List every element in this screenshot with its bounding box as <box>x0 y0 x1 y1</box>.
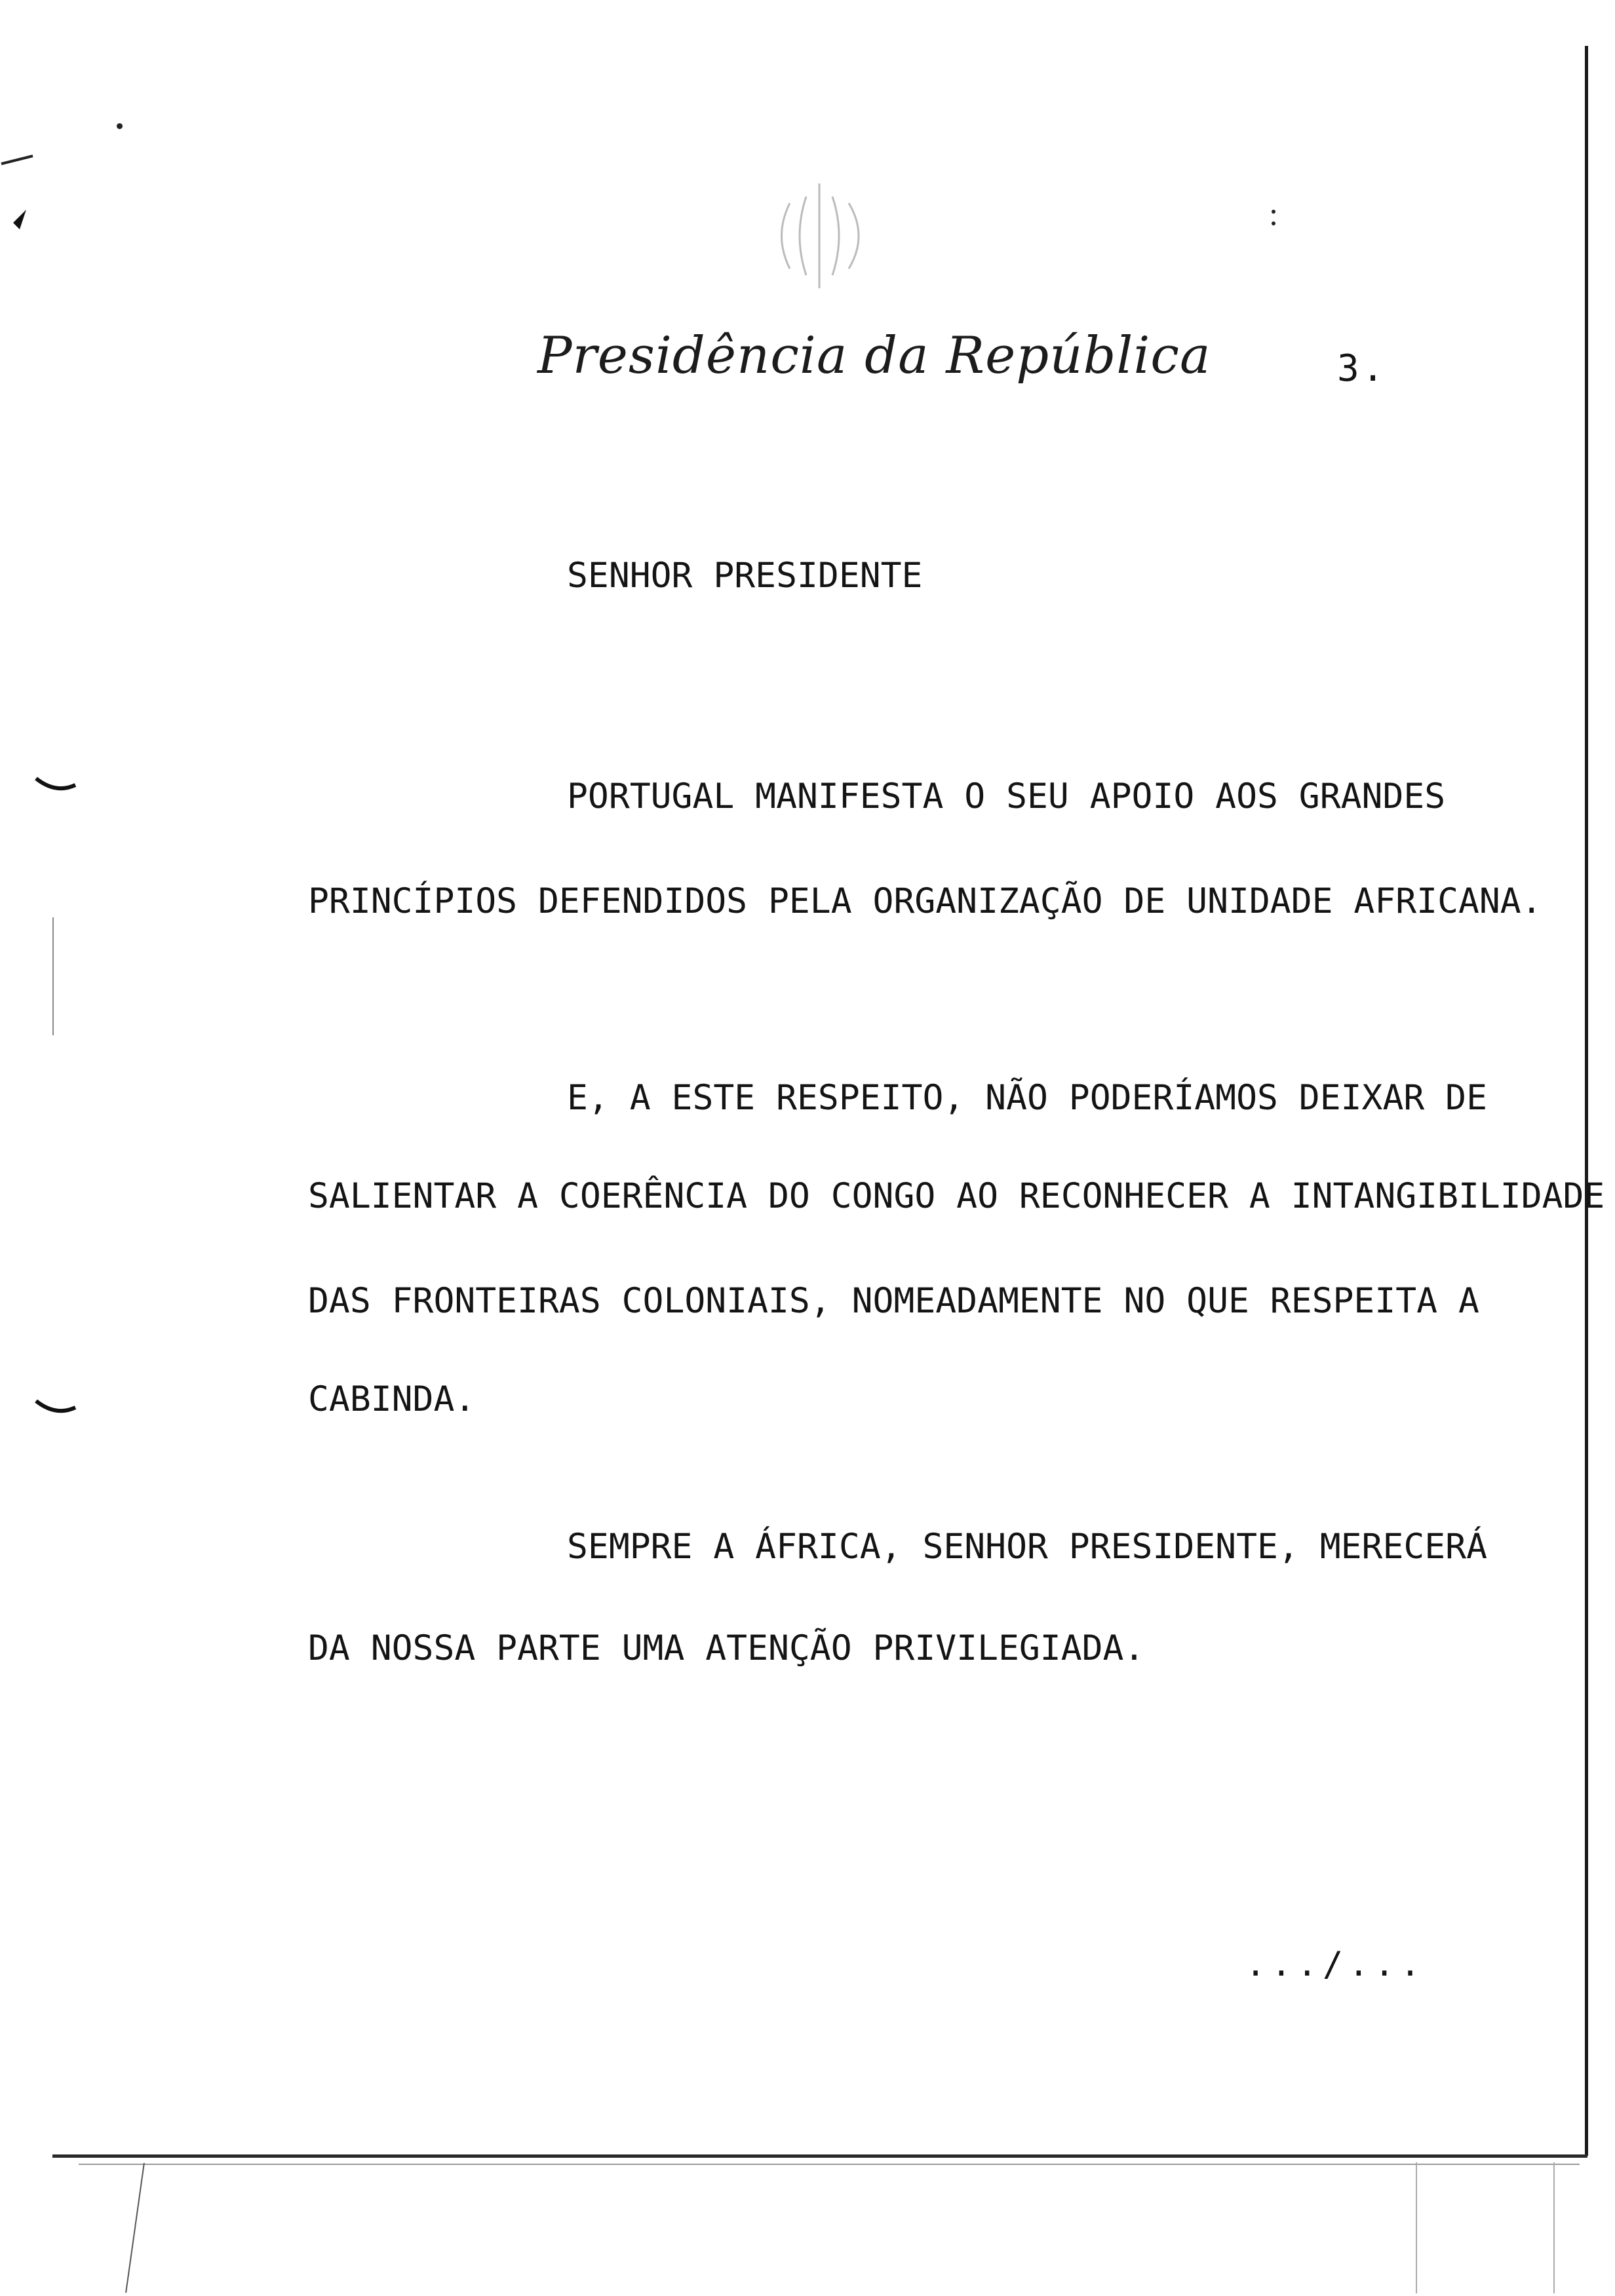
punch-mark-icon <box>33 773 79 799</box>
paragraph-line: SEMPRE A ÁFRICA, SENHOR PRESIDENTE, MERECERÁ <box>567 1527 1487 1567</box>
paragraph-line: PRINCÍPIOS DEFENDIDOS PELA ORGANIZAÇÃO DE UNIDADE AFRICANA. <box>308 881 1542 921</box>
scan-artifact-line <box>1553 2162 1555 2293</box>
scan-dot <box>117 123 123 129</box>
paragraph-line: E, A ESTE RESPEITO, NÃO PODERÍAMOS DEIXAR DE <box>567 1078 1487 1118</box>
scan-smudge-icon <box>0 144 39 249</box>
scan-artifact-line <box>1416 2162 1417 2293</box>
scan-dot <box>1272 221 1275 225</box>
paragraph-line: DAS FRONTEIRAS COLONIAIS, NOMEADAMENTE NO QUE RESPEITA A <box>308 1281 1479 1321</box>
page-number: 3. <box>1337 347 1387 390</box>
paragraph-line: CABINDA. <box>308 1379 476 1419</box>
page-continuation-marker: .../... <box>1245 1945 1426 1984</box>
scan-artifact-line <box>125 2163 145 2293</box>
paragraph-line: DA NOSSA PARTE UMA ATENÇÃO PRIVILEGIADA. <box>308 1628 1145 1668</box>
paragraph-line: PORTUGAL MANIFESTA O SEU APOIO AOS GRANDES <box>567 776 1446 816</box>
page-edge-bottom <box>52 2154 1587 2158</box>
salutation: SENHOR PRESIDENTE <box>567 556 923 596</box>
paragraph-line: SALIENTAR A COERÊNCIA DO CONGO AO RECONHECER A INTANGIBILIDADE <box>308 1176 1605 1216</box>
letterhead-title: Presidência da República <box>537 326 1211 385</box>
scan-dot <box>1272 210 1275 214</box>
page-edge-right <box>1585 46 1588 2156</box>
scan-artifact-line <box>52 917 54 1035</box>
punch-mark-icon <box>33 1396 79 1422</box>
embossed-seal-icon <box>754 177 885 295</box>
page-edge-bottom-shadow <box>79 2164 1580 2165</box>
